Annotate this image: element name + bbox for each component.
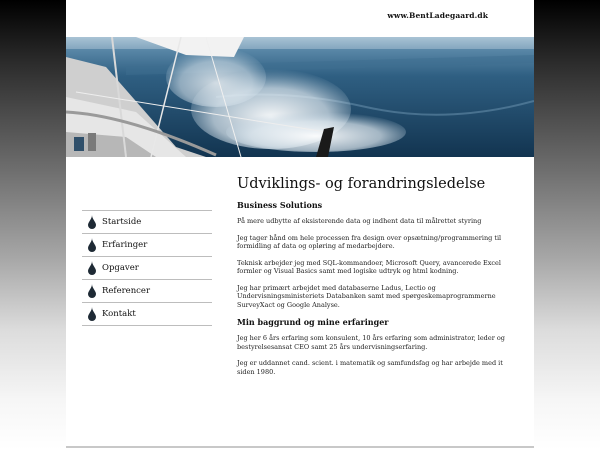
drop-icon [87,261,97,275]
drop-icon [87,284,97,298]
paragraph: Jeg her 6 års erfaring som konsulent, 10 års erfaring som administrator, leder og bestyrelsesansat CEO samt 25 års undervisningserfaring. [237,334,505,351]
nav-item-erfaringer[interactable] [82,234,212,257]
nav-item-label: Erfaringer [102,240,148,250]
main-content [237,176,507,384]
section-title-business-solutions: Business Solutions [237,200,323,210]
paragraph: Teknisk arbejder jeg med SQL-kommandoer, Microsoft Query, avancerede Excel formler og Visual Basics samt med logiske udtryk og html kodning. [237,258,501,275]
drop-icon [87,215,97,229]
paragraph: På mere udbytte af eksisterende data og indhent data til målrettet styring [237,217,482,225]
nav-item-label: Kontakt [102,309,136,319]
nav-item-label: Opgaver [102,263,139,273]
nav-item-opgaver[interactable] [82,257,212,280]
drop-icon [87,307,97,321]
nav-item-label: Startside [102,217,142,227]
nav-item-referencer[interactable] [82,280,212,303]
hero-sailboat-image [66,37,534,157]
site-url[interactable]: www.BentLadegaard.dk [387,11,488,20]
footer-divider [66,446,534,448]
page-title: Udviklings- og forandringsledelse [237,176,486,192]
paragraph: Jeg er uddannet cand. scient. i matematik og samfundsfag og har arbejde med it siden 1980. [237,359,503,376]
drop-icon [87,238,97,252]
section-title-background: Min baggrund og mine erfaringer [237,317,389,327]
sidebar-nav [82,210,212,326]
paragraph: Jeg tager hånd om hele processen fra design over opsætning/programmering til formidling af data og opløring af medarbejdere. [237,233,502,250]
nav-item-kontakt[interactable] [82,303,212,326]
nav-item-label: Referencer [102,286,151,296]
page-column [66,0,534,450]
paragraph: Jeg har primært arbejdet med databaserne Ladus, Lectio og Undervisningsministeriets Databanken samt med spørgeskemaprogrammerne SurveyXact og Google Analyse. [237,283,496,309]
nav-item-startside[interactable] [82,211,212,234]
